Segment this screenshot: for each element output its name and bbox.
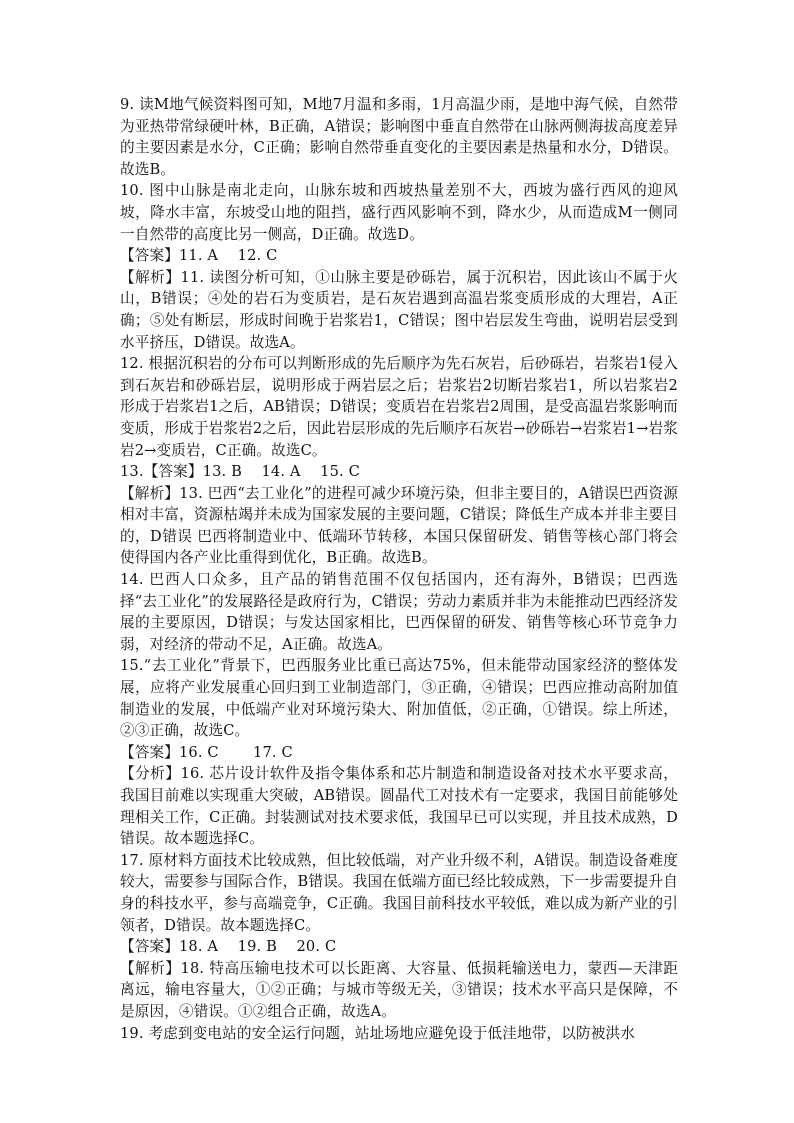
answer-16-explanation: 【分析】16. 芯片设计软件及指令集体系和芯片制造和制造设备对技术水平要求高，我国目前难以实现重大突破，AB错误。圆晶代工对技术有一定要求，我国目前能够处理相关工作，C正确。封装测试对技术要求低，我国早已可以实现，并且技术成熟，D错误。故本题选择C。	[120, 765, 678, 848]
answer-19-explanation: 19. 考虑到变电站的安全运行问题，站址场地应避免设于低洼地带，以防被洪水	[120, 1024, 635, 1042]
answer-key-13-15: 13.【答案】13. B 14. A 15. C	[120, 463, 360, 481]
answer-10-explanation: 10. 图中山脉是南北走向，山脉东坡和西坡热量差别不大，西坡为盛行西风的迎风坡，降水丰富，东坡受山地的阻挡，盛行西风影响不到，降水少，从而造成M一侧同一自然带的高度比另一侧高，D正确。故选D。	[120, 182, 678, 243]
answer-key-18-20: 【答案】18. A 19. B 20. C	[120, 938, 337, 956]
answer-key-16-17: 【答案】16. C 17. C	[120, 743, 293, 761]
answer-17-explanation: 17. 原材料方面技术比较成熟，但比较低端，对产业升级不利，A错误。制造设备难度较大，需要参与国际合作，B错误。我国在低端方面已经比较成熟，下一步需要提升自身的科技水平，参与高端竞争，C正确。我国目前科技水平较低，难以成为新产业的引领者，D错误。故本题选择C。	[120, 851, 678, 934]
answer-11-explanation: 【解析】11. 读图分析可知，①山脉主要是砂砾岩，属于沉积岩，因此该山不属于火山，B错误；④处的岩石为变质岩，是石灰岩遇到高温岩浆变质形成的大理岩，A正确；⑤处有断层，形成时间晚于岩浆岩1，C错误；图中岩层发生弯曲，说明岩层受到水平挤压，D错误。故选A。	[120, 268, 678, 351]
answer-9-explanation: 9. 读M地气候资料图可知，M地7月温和多雨，1月高温少雨，是地中海气候，自然带为亚热带常绿硬叶林，B正确，A错误；影响图中垂直自然带在山脉两侧海拔高度差异的主要因素是水分，C正确；影响自然带垂直变化的主要因素是热量和水分，D错误。故选B。	[120, 96, 678, 178]
answer-13-explanation: 【解析】13. 巴西“去工业化”的进程可减少环境污染，但非主要目的，A错误巴西资源相对丰富，资源枯竭并未成为国家发展的主要问题，C错误；降低生产成本并非主要目的，D错误 巴西将制造业中、低端环节转移，本国只保留研发、销售等核心部门将会使得国内各产业比重得到优化，B正确。故选B。	[120, 484, 678, 567]
answer-key-11-12: 【答案】11. A 12. C	[120, 247, 278, 265]
answer-12-explanation: 12. 根据沉积岩的分布可以判断形成的先后顺序为先石灰岩，后砂砾岩，岩浆岩1侵入到石灰岩和砂砾岩层，说明形成于两岩层之后；岩浆岩2切断岩浆岩1，所以岩浆岩2形成于岩浆岩1之后，AB错误；D错误；变质岩在岩浆岩2周围，是受高温岩浆影响而变质，形成于岩浆岩2之后，因此岩层形成的先后顺序石灰岩→砂砾岩→岩浆岩1→岩浆岩2→变质岩，C正确。故选C。	[120, 355, 678, 459]
answer-14-explanation: 14. 巴西人口众多，且产品的销售范围不仅包括国内，还有海外，B错误；巴西选择“去工业化”的发展路径是政府行为，C错误；劳动力素质并非为未能推动巴西经济发展的主要原因，D错误；与发达国家相比，巴西保留的研发、销售等核心环节竞争力弱，对经济的带动不足，A正确。故选A。	[120, 571, 678, 653]
answer-15-explanation: 15.“去工业化”背景下，巴西服务业比重已高达75%，但未能带动国家经济的整体发展，应将产业发展重心回归到工业制造部门，③正确，④错误；巴西应推动高附加值制造业的发展，中低端产业对环境污染大、附加值低，②正确，①错误。综上所述，②③正确，故选C。	[120, 657, 678, 740]
document-body	[120, 94, 678, 1044]
answer-18-explanation: 【解析】18. 特高压输电技术可以长距离、大容量、低损耗输送电力，蒙西—天津距离远，输电容量大，①②正确；与城市等级无关，③错误；技术水平高只是保障，不是原因，④错误。①②组合正确，故选A。	[120, 959, 678, 1020]
